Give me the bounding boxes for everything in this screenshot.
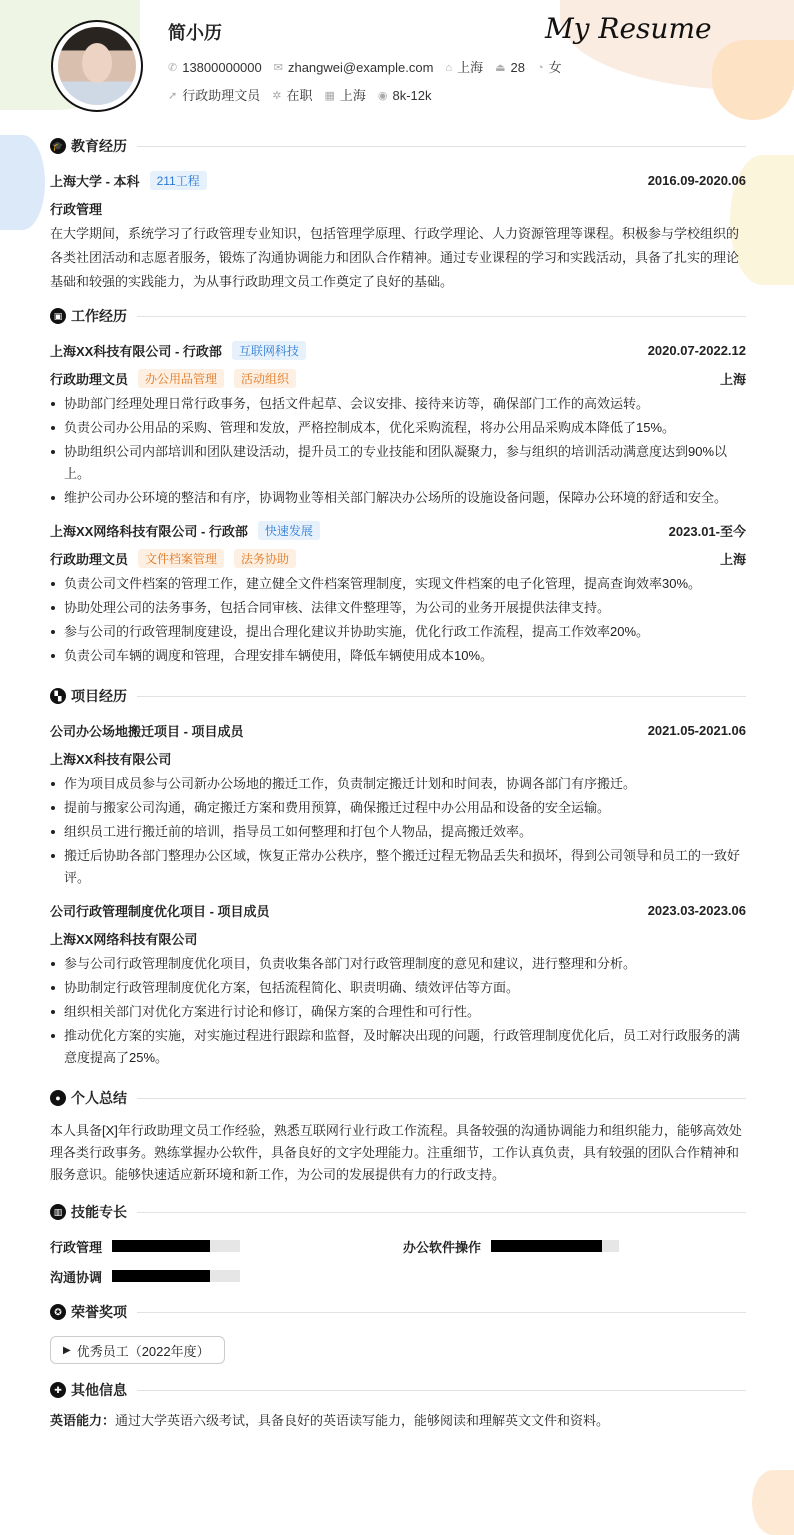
skill-tag: 活动组织 xyxy=(234,369,296,388)
send-icon: ➚ xyxy=(168,90,178,102)
section-awards xyxy=(50,1300,746,1324)
company-tag: 互联网科技 xyxy=(232,341,306,360)
section-title: 技能专长 xyxy=(71,1204,127,1220)
section-title: 教育经历 xyxy=(71,138,127,154)
skill-item xyxy=(50,1262,403,1290)
gender: 女 xyxy=(548,60,562,75)
bullet-item: 协助部门经理处理日常行政事务，包括文件起草、会议安排、接待来访等，确保部门工作的高效运转。 xyxy=(50,392,746,416)
section-work xyxy=(50,304,746,328)
divider xyxy=(137,1098,746,1099)
section-title: 项目经历 xyxy=(71,688,127,704)
info-icon: ✚ xyxy=(50,1382,66,1398)
tag: 211工程 xyxy=(150,171,207,190)
bullet-item: 作为项目成员参与公司新办公场地的搬迁工作，负责制定搬迁计划和时间表，协调各部门有序搬迁。 xyxy=(50,772,746,796)
target-city: 上海 xyxy=(339,88,366,103)
project-header xyxy=(50,716,746,744)
email: zhangwei@example.com xyxy=(287,60,434,75)
period: 2020.07-2022.12 xyxy=(647,342,746,358)
divider xyxy=(137,1212,746,1213)
bullet-item: 协助处理公司的法务事务，包括合同审核、法律文件整理等，为公司的业务开展提供法律支持。 xyxy=(50,596,746,620)
bullet-item: 协助制定行政管理制度优化方案，包括流程简化、职责明确、绩效评估等方面。 xyxy=(50,976,746,1000)
section-title: 其他信息 xyxy=(71,1382,127,1398)
project-entry xyxy=(50,716,746,890)
status: 在职 xyxy=(286,88,313,103)
my-resume-title: My Resume xyxy=(545,12,712,45)
graduation-cap-icon: 🎓 xyxy=(50,138,66,154)
salary-icon: ◉ xyxy=(377,90,388,102)
bullet-item: 负责公司办公用品的采购、管理和发放，严格控制成本，优化采购流程，将办公用品采购成本降低了15%。 xyxy=(50,416,746,440)
major: 行政管理 xyxy=(50,201,103,217)
skill-name: 办公软件操作 xyxy=(403,1239,482,1255)
award-icon: ✪ xyxy=(50,1304,66,1320)
project-entry xyxy=(50,896,746,1070)
role: 行政助理文员 xyxy=(50,551,129,567)
project-name: 公司行政管理制度优化项目 - 项目成员 xyxy=(50,903,270,919)
company: 上海XX网络科技有限公司 - 行政部 xyxy=(50,523,248,539)
user-icon: ● xyxy=(50,1090,66,1106)
work-header xyxy=(50,516,746,544)
skill-bar xyxy=(112,1240,240,1252)
bullet-item: 组织员工进行搬迁前的培训，指导员工如何整理和打包个人物品，提高搬迁效率。 xyxy=(50,820,746,844)
other-label: 英语能力： xyxy=(50,1413,116,1428)
building-icon: ▦ xyxy=(324,90,335,102)
salary: 8k-12k xyxy=(392,88,432,103)
bullet-item: 协助组织公司内部培训和团队建设活动，提升员工的专业技能和团队凝聚力，参与组织的培训活动满意度达到90%以上。 xyxy=(50,440,746,486)
contact-row xyxy=(168,59,562,77)
mail-icon: ✉ xyxy=(273,62,283,74)
section-skills xyxy=(50,1200,746,1224)
period: 2016.09-2020.06 xyxy=(647,172,746,188)
skill-tag: 文件档案管理 xyxy=(138,549,224,568)
role: 行政助理文员 xyxy=(50,371,129,387)
award-label: 优秀员工（2022年度） xyxy=(76,1343,210,1359)
phone-icon: ✆ xyxy=(168,62,178,74)
age: 28 xyxy=(510,60,525,75)
company: 上海XX科技有限公司 - 行政部 xyxy=(50,343,222,359)
period: 2023.03-2023.06 xyxy=(647,902,746,918)
bullet-item: 参与公司行政管理制度优化项目，负责收集各部门对行政管理制度的意见和建议，进行整理和分析。 xyxy=(50,952,746,976)
skill-bar-fill xyxy=(112,1270,210,1282)
bullet-item: 搬迁后协助各部门整理办公区域，恢复正常办公秩序，整个搬迁过程无物品丢失和损坏，得到公司领导和员工的一致好评。 xyxy=(50,844,746,890)
divider xyxy=(137,696,746,697)
candidate-name: 简小历 xyxy=(168,23,222,43)
bullet-item: 负责公司文件档案的管理工作，建立健全文件档案管理制度，实现文件档案的电子化管理，提高查询效率30%。 xyxy=(50,572,746,596)
divider xyxy=(137,146,746,147)
divider xyxy=(137,1390,746,1391)
age-icon: ⏏ xyxy=(495,62,506,74)
divider xyxy=(137,316,746,317)
city: 上海 xyxy=(719,371,746,387)
intent-row xyxy=(168,87,432,105)
project-header xyxy=(50,896,746,924)
work-entry xyxy=(50,336,746,510)
period: 2023.01-至今 xyxy=(668,523,746,539)
chart-icon: ▥ xyxy=(50,1204,66,1220)
work-entry xyxy=(50,516,746,668)
triangle-icon: ▶ xyxy=(63,1344,71,1356)
role-row xyxy=(50,364,746,392)
skill-item xyxy=(403,1232,746,1260)
resume-header xyxy=(50,0,746,124)
grid-icon: ▚ xyxy=(50,688,66,704)
section-title: 个人总结 xyxy=(71,1090,127,1106)
bullet-item: 组织相关部门对优化方案进行讨论和修订，确保方案的合理性和可行性。 xyxy=(50,1000,746,1024)
project-org: 上海XX网络科技有限公司 xyxy=(50,931,198,947)
divider xyxy=(137,1312,746,1313)
section-other xyxy=(50,1378,746,1402)
skill-bar xyxy=(491,1240,619,1252)
avatar xyxy=(51,20,143,112)
skill-bar xyxy=(112,1270,240,1282)
period: 2021.05-2021.06 xyxy=(647,722,746,738)
project-name: 公司办公场地搬迁项目 - 项目成员 xyxy=(50,723,244,739)
skill-item xyxy=(50,1232,403,1260)
home-icon: ⌂ xyxy=(445,62,453,74)
skill-name: 沟通协调 xyxy=(50,1269,103,1285)
position: 行政助理文员 xyxy=(182,88,261,103)
school: 上海大学 - 本科 xyxy=(50,173,140,189)
section-title: 工作经历 xyxy=(71,308,127,324)
project-org: 上海XX科技有限公司 xyxy=(50,751,172,767)
company-tag: 快速发展 xyxy=(258,521,320,540)
section-summary xyxy=(50,1086,746,1110)
phone: 13800000000 xyxy=(182,60,262,75)
city: 上海 xyxy=(457,60,484,75)
status-icon: ✲ xyxy=(272,90,282,102)
summary-text: 本人具备[X]年行政助理文员工作经验，熟悉互联网行业行政工作流程。具备较强的沟通协调能力和组织能力，能够高效处理各类行政事务。熟练掌握办公软件，具备良好的文字处理能力。注重细节，工作认真负责，具有较强的团队合作精神和服务意识。能够快速适应新环境和新工作，为公司的发展提供有力的行政支持。 xyxy=(50,1123,742,1182)
work-header xyxy=(50,336,746,364)
city: 上海 xyxy=(719,551,746,567)
bullet-item: 参与公司的行政管理制度建设，提出合理化建议并协助实施，优化行政工作流程，提高工作效率20%。 xyxy=(50,620,746,644)
education-desc: 在大学期间，系统学习了行政管理专业知识，包括管理学原理、行政学理论、人力资源管理等课程。积极参与学校组织的各类社团活动和志愿者服务，锻炼了沟通协调能力和团队合作精神。通过专业课程的学习和实践活动，具备了扎实的理论基础和较强的实践能力，为从事行政助理文员工作奠定了良好的基础。 xyxy=(50,226,740,289)
briefcase-icon: ▣ xyxy=(50,308,66,324)
skill-tag: 办公用品管理 xyxy=(138,369,224,388)
section-education xyxy=(50,134,746,158)
bullet-item: 维护公司办公环境的整洁和有序，协调物业等相关部门解决办公场所的设施设备问题，保障办公环境的舒适和安全。 xyxy=(50,486,746,510)
skill-bar-fill xyxy=(491,1240,602,1252)
bullet-item: 负责公司车辆的调度和管理，合理安排车辆使用，降低车辆使用成本10%。 xyxy=(50,644,746,668)
role-row xyxy=(50,544,746,572)
education-header xyxy=(50,166,746,194)
decor-bottom-flower xyxy=(752,1470,794,1535)
bullet-item: 推动优化方案的实施，对实施过程进行跟踪和监督，及时解决出现的问题，行政管理制度优化后，员工对行政服务的满意度提高了25%。 xyxy=(50,1024,746,1070)
skill-tag: 法务协助 xyxy=(234,549,296,568)
skill-bar-fill xyxy=(112,1240,210,1252)
skill-name: 行政管理 xyxy=(50,1239,103,1255)
section-projects xyxy=(50,684,746,708)
section-title: 荣誉奖项 xyxy=(71,1304,127,1320)
other-info xyxy=(50,1410,746,1432)
other-text: 通过大学英语六级考试，具备良好的英语读写能力，能够阅读和理解英文文件和资料。 xyxy=(115,1413,610,1428)
gender-icon: ◔ xyxy=(536,62,544,74)
bullet-item: 提前与搬家公司沟通，确定搬迁方案和费用预算，确保搬迁过程中办公用品和设备的安全运输。 xyxy=(50,796,746,820)
award-item[interactable] xyxy=(50,1336,225,1364)
